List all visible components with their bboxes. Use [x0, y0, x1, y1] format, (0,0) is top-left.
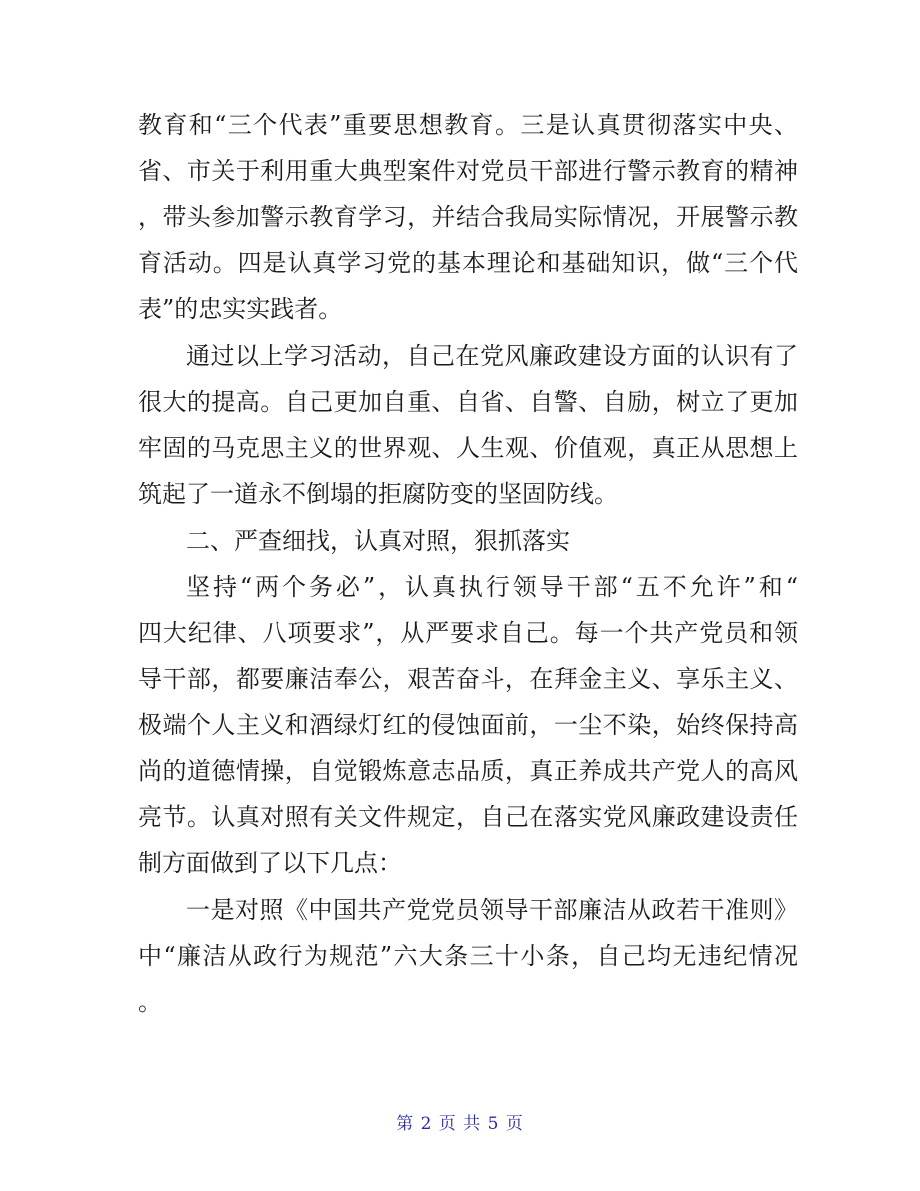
text-line: 表”的忠实实践者。: [138, 295, 343, 323]
text-line: 四大纪律、八项要求”，从严要求自己。每一个共产党员和领: [138, 619, 798, 647]
text-line: 牢固的马克思主义的世界观、人生观、价值观，真正从思想上: [138, 434, 798, 462]
text-line: 筑起了一道永不倒塌的拒腐防变的坚固防线。: [138, 480, 618, 508]
section-heading: 二、严查细找，认真对照，狠抓落实: [186, 527, 570, 555]
text-line: 。: [138, 988, 162, 1016]
text-line: 中“廉洁从政行为规范”六大条三十小条，自己均无违纪情况: [138, 942, 798, 970]
text-line: 通过以上学习活动，自己在党风廉政建设方面的认识有了: [186, 342, 798, 370]
text-line: 省、市关于利用重大典型案件对党员干部进行警示教育的精神: [138, 157, 798, 185]
text-line: ，带头参加警示教育学习，并结合我局实际情况，开展警示教: [138, 203, 798, 231]
text-line: 教育和“三个代表”重要思想教育。三是认真贯彻落实中央、: [138, 111, 798, 139]
text-line: 育活动。四是认真学习党的基本理论和基础知识，做“三个代: [138, 249, 798, 277]
text-line: 很大的提高。自己更加自重、自省、自警、自励，树立了更加: [138, 388, 798, 416]
page-number: 第 2 页 共 5 页: [396, 1114, 524, 1134]
text-line: 一是对照《中国共产党党员领导干部廉洁从政若干准则》: [186, 896, 798, 924]
text-line: 导干部，都要廉洁奉公，艰苦奋斗，在拜金主义、享乐主义、: [138, 665, 798, 693]
text-line: 亮节。认真对照有关文件规定，自己在落实党风廉政建设责任: [138, 803, 798, 831]
text-line: 极端个人主义和酒绿灯红的侵蚀面前，一尘不染，始终保持高: [138, 711, 798, 739]
text-line: 尚的道德情操，自觉锻炼意志品质，真正养成共产党人的高风: [138, 757, 798, 785]
text-line: 制方面做到了以下几点：: [138, 849, 402, 877]
text-line: 坚持“两个务必”，认真执行领导干部“五不允许”和“: [186, 573, 798, 601]
